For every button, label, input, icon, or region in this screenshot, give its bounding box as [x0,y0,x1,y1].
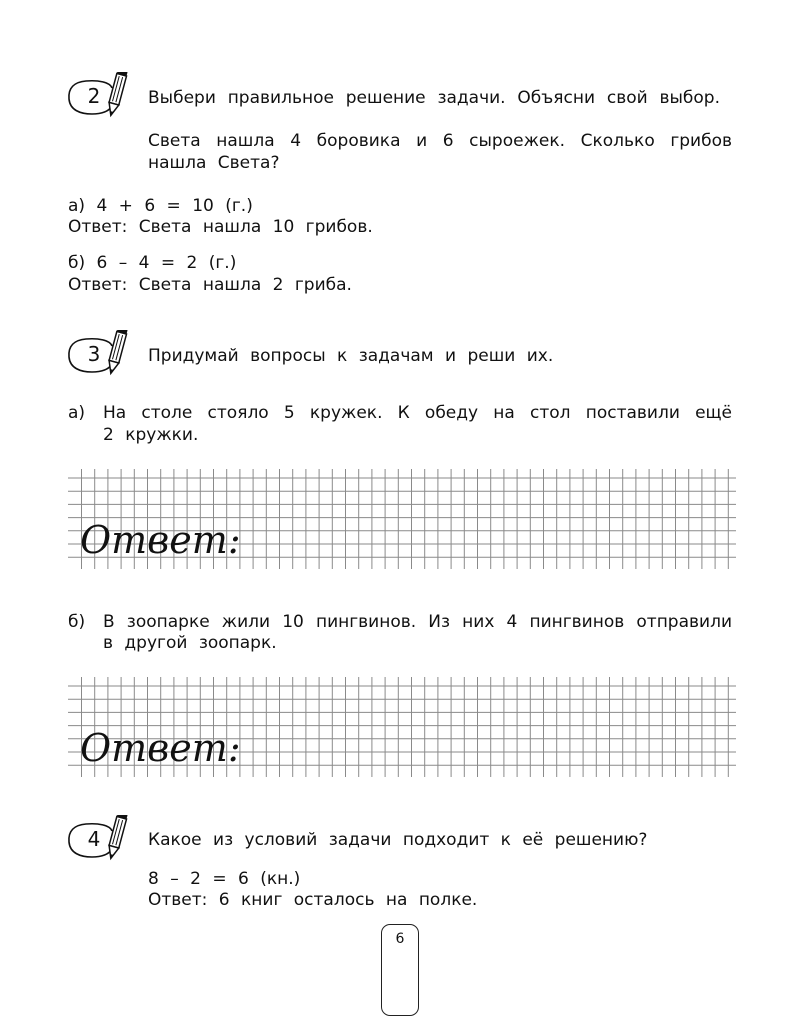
task-2-problem-line1: Света нашла 4 боровика и 6 сыроежек. Сколько грибов [148,131,732,151]
task-3-b-line1: В зоопарке жили 10 пингвинов. Из них 4 пингвинов отправили [103,612,732,632]
task-3-b-line2: в другой зоопарк. [103,633,277,653]
task-2-badge [66,72,136,122]
task-4-expr: 8 – 2 = 6 (кн.) [148,869,301,889]
task-2-option-b-expr: б) 6 – 4 = 2 (г.) [68,253,237,273]
task-4-badge [66,815,136,865]
task-4-instruction: Какое из условий задачи подходит к её решению? [148,830,648,850]
task-2-number: 2 [87,84,101,108]
task-3-number: 3 [87,342,101,366]
task-3-b-label: б) [68,612,86,632]
task-3-instruction: Придумай вопросы к задачам и реши их. [148,346,554,366]
page-number-tab [381,924,419,1016]
task-2-instruction: Выбери правильное решение задачи. Объясни свой выбор. [148,88,720,108]
task-2-option-b-answer: Ответ: Света нашла 2 гриба. [68,275,352,295]
task-3-badge [66,330,136,380]
task-3-a-line2: 2 кружки. [103,425,199,445]
page-number: 6 [395,931,405,947]
task-4-answer: Ответ: 6 книг осталось на полке. [148,890,478,910]
task-4-number: 4 [87,827,101,851]
task-2-option-a-answer: Ответ: Света нашла 10 грибов. [68,217,373,237]
answer-word-a: Ответ: [80,518,241,562]
task-3-a-line1: На столе стояло 5 кружек. К обеду на стол поставили ещё [103,403,732,423]
task-3-a-label: а) [68,403,86,423]
answer-word-b: Ответ: [80,726,241,770]
task-2-problem-line2: нашла Света? [148,153,280,173]
task-2-option-a-expr: а) 4 + 6 = 10 (г.) [68,196,253,216]
